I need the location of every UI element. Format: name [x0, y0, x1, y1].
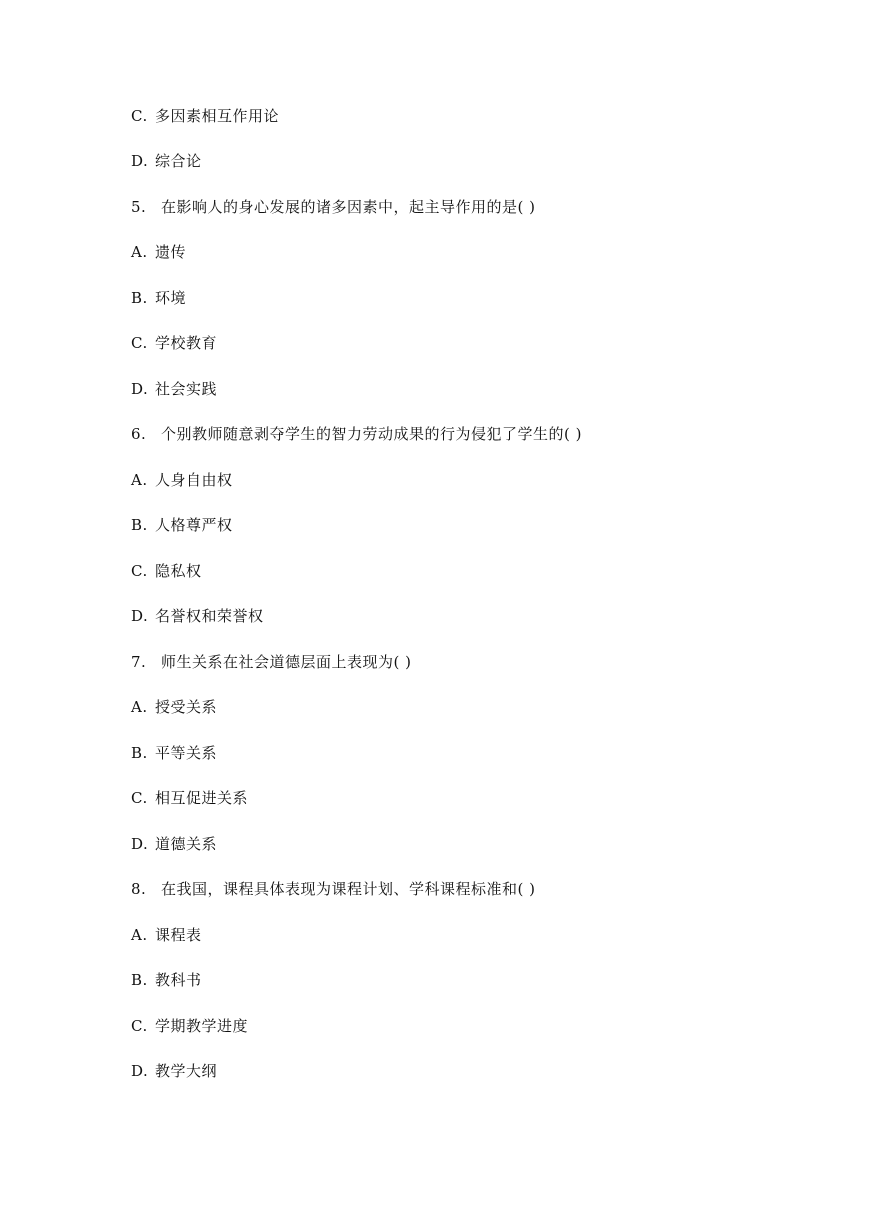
option-b: B. 人格尊严权: [131, 516, 233, 534]
option-text: 授受关系: [155, 698, 218, 716]
option-b: B. 环境: [131, 289, 187, 307]
option-text: 学期教学进度: [155, 1017, 249, 1035]
option-text: 课程表: [155, 926, 202, 944]
option-text: 人身自由权: [155, 471, 233, 489]
option-b: B. 教科书: [131, 971, 202, 989]
option-text: 遗传: [155, 243, 187, 261]
question-8: 8. 在我国，课程具体表现为课程计划、学科课程标准和( ): [131, 880, 536, 898]
option-a: A. 人身自由权: [131, 471, 233, 489]
option-text: 综合论: [155, 152, 202, 170]
option-d: D. 名誉权和荣誉权: [131, 607, 264, 625]
option-a: A. 课程表: [131, 926, 202, 944]
option-text: 隐私权: [155, 562, 202, 580]
option-text: 环境: [155, 289, 187, 307]
option-d: D. 综合论: [131, 152, 202, 170]
option-b: B. 平等关系: [131, 744, 218, 762]
question-text: 在影响人的身心发展的诸多因素中，起主导作用的是( ): [161, 198, 536, 216]
question-5: 5. 在影响人的身心发展的诸多因素中，起主导作用的是( ): [131, 198, 536, 216]
option-a: A. 遗传: [131, 243, 187, 261]
option-d: D. 道德关系: [131, 835, 218, 853]
question-text: 在我国，课程具体表现为课程计划、学科课程标准和( ): [161, 880, 536, 898]
question-6: 6. 个别教师随意剥夺学生的智力劳动成果的行为侵犯了学生的( ): [131, 425, 582, 443]
option-text: 名誉权和荣誉权: [155, 607, 264, 625]
option-c: C. 相互促进关系: [131, 789, 249, 807]
option-text: 平等关系: [155, 744, 218, 762]
option-d: D. 教学大纲: [131, 1062, 218, 1080]
option-c: C. 学期教学进度: [131, 1017, 249, 1035]
option-d: D. 社会实践: [131, 380, 218, 398]
option-text: 相互促进关系: [155, 789, 249, 807]
option-c: C. 多因素相互作用论: [131, 107, 280, 125]
option-text: 多因素相互作用论: [155, 107, 280, 125]
option-text: 教科书: [155, 971, 202, 989]
option-a: A. 授受关系: [131, 698, 218, 716]
option-text: 教学大纲: [155, 1062, 218, 1080]
question-7: 7. 师生关系在社会道德层面上表现为( ): [131, 653, 412, 671]
option-c: C. 隐私权: [131, 562, 202, 580]
option-text: 社会实践: [155, 380, 218, 398]
option-text: 道德关系: [155, 835, 218, 853]
option-text: 人格尊严权: [155, 516, 233, 534]
option-text: 学校教育: [155, 334, 218, 352]
option-c: C. 学校教育: [131, 334, 218, 352]
question-text: 个别教师随意剥夺学生的智力劳动成果的行为侵犯了学生的( ): [161, 425, 582, 443]
question-text: 师生关系在社会道德层面上表现为( ): [161, 653, 412, 671]
